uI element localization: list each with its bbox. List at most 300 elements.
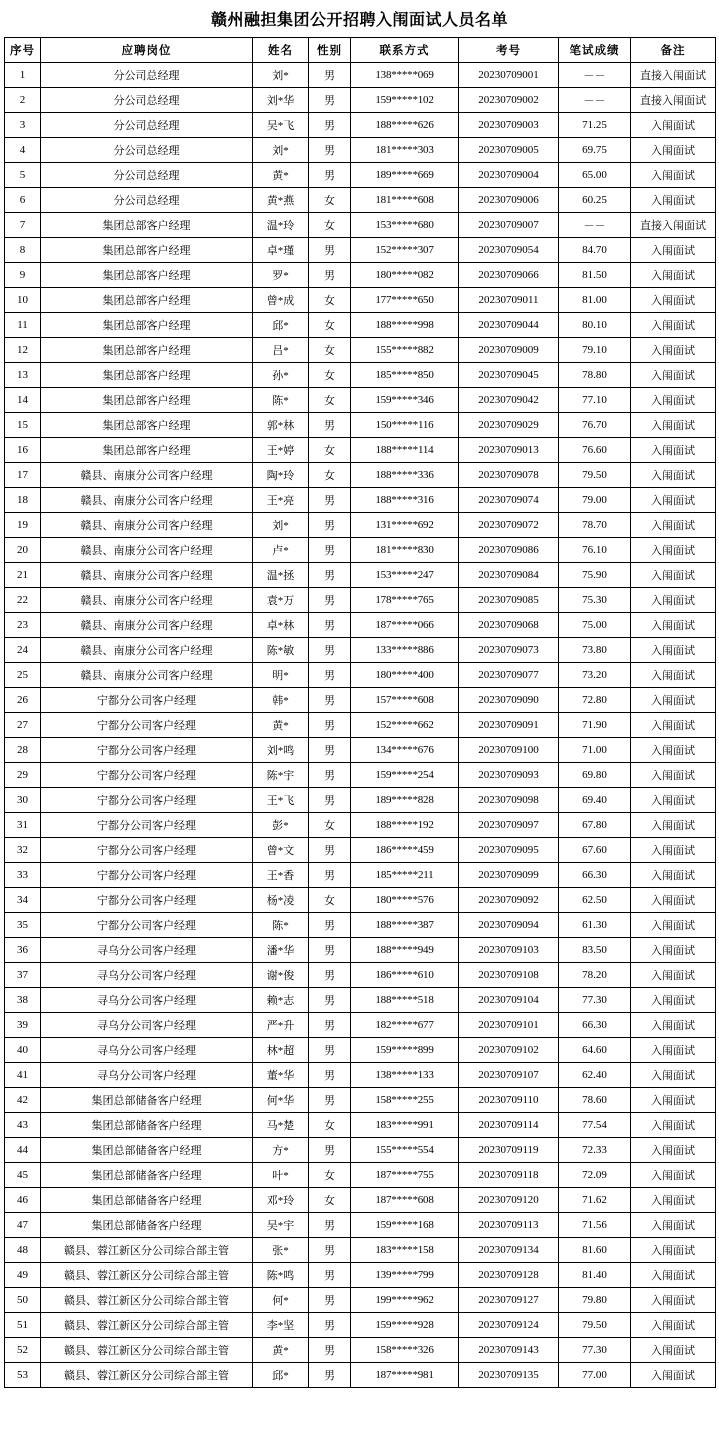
cell-exam-number: 20230709078 [459,463,559,488]
cell-gender: 男 [309,1063,351,1088]
cell-index: 40 [5,1038,41,1063]
cell-index: 5 [5,163,41,188]
cell-index: 7 [5,213,41,238]
cell-gender: 男 [309,838,351,863]
cell-exam-number: 20230709007 [459,213,559,238]
cell-written-score: 78.70 [559,513,631,538]
cell-index: 10 [5,288,41,313]
cell-remark: 入闱面试 [631,1238,716,1263]
cell-position: 集团总部储备客户经理 [41,1113,253,1138]
cell-index: 16 [5,438,41,463]
cell-written-score: 78.20 [559,963,631,988]
cell-gender: 男 [309,263,351,288]
table-row [5,1338,716,1363]
cell-gender: 男 [309,1013,351,1038]
cell-position: 分公司总经理 [41,113,253,138]
cell-phone: 180*****400 [351,663,459,688]
table-row [5,1288,716,1313]
cell-position: 分公司总经理 [41,163,253,188]
table-row [5,438,716,463]
cell-exam-number: 20230709114 [459,1113,559,1138]
cell-exam-number: 20230709077 [459,663,559,688]
table-row [5,913,716,938]
cell-phone: 188*****626 [351,113,459,138]
cell-written-score: 75.30 [559,588,631,613]
cell-remark: 入闱面试 [631,438,716,463]
cell-written-score: 73.20 [559,663,631,688]
cell-exam-number: 20230709004 [459,163,559,188]
cell-remark: 入闱面试 [631,788,716,813]
cell-phone: 152*****662 [351,713,459,738]
cell-exam-number: 20230709068 [459,613,559,638]
cell-written-score: 64.60 [559,1038,631,1063]
cell-remark: 入闱面试 [631,313,716,338]
cell-remark: 入闱面试 [631,1013,716,1038]
cell-exam-number: 20230709044 [459,313,559,338]
cell-index: 39 [5,1013,41,1038]
cell-index: 33 [5,863,41,888]
cell-index: 13 [5,363,41,388]
cell-gender: 男 [309,538,351,563]
table-row [5,1263,716,1288]
cell-phone: 189*****828 [351,788,459,813]
cell-exam-number: 20230709011 [459,288,559,313]
cell-remark: 入闱面试 [631,1113,716,1138]
table-row [5,538,716,563]
cell-index: 4 [5,138,41,163]
table-row [5,1063,716,1088]
cell-index: 31 [5,813,41,838]
cell-gender: 男 [309,638,351,663]
cell-remark: 入闱面试 [631,613,716,638]
cell-written-score: 71.90 [559,713,631,738]
cell-position: 赣县、南康分公司客户经理 [41,588,253,613]
cell-phone: 181*****608 [351,188,459,213]
cell-position: 宁都分公司客户经理 [41,813,253,838]
cell-index: 9 [5,263,41,288]
cell-name: 吴*飞 [253,113,309,138]
cell-remark: 入闱面试 [631,138,716,163]
cell-position: 宁都分公司客户经理 [41,838,253,863]
cell-written-score: 62.50 [559,888,631,913]
table-row [5,1163,716,1188]
cell-remark: 入闱面试 [631,663,716,688]
cell-exam-number: 20230709013 [459,438,559,463]
cell-name: 郭*林 [253,413,309,438]
cell-name: 孙* [253,363,309,388]
cell-index: 15 [5,413,41,438]
cell-name: 马*楚 [253,1113,309,1138]
cell-index: 25 [5,663,41,688]
cell-exam-number: 20230709124 [459,1313,559,1338]
cell-gender: 女 [309,438,351,463]
cell-remark: 入闱面试 [631,463,716,488]
cell-written-score: －－ [559,63,631,88]
cell-index: 52 [5,1338,41,1363]
cell-index: 27 [5,713,41,738]
cell-name: 彭* [253,813,309,838]
cell-phone: 159*****899 [351,1038,459,1063]
cell-gender: 女 [309,813,351,838]
cell-name: 明* [253,663,309,688]
cell-name: 谢*俊 [253,963,309,988]
table-row [5,263,716,288]
cell-exam-number: 20230709099 [459,863,559,888]
cell-exam-number: 20230709006 [459,188,559,213]
column-header-exam-number: 考号 [459,38,559,63]
table-row [5,288,716,313]
cell-remark: 入闱面试 [631,238,716,263]
column-header-written-score: 笔试成绩 [559,38,631,63]
cell-phone: 183*****158 [351,1238,459,1263]
cell-phone: 188*****114 [351,438,459,463]
table-row [5,863,716,888]
cell-gender: 女 [309,313,351,338]
cell-remark: 入闱面试 [631,1213,716,1238]
roster-table [4,37,716,1388]
cell-written-score: 77.30 [559,988,631,1013]
cell-gender: 男 [309,1138,351,1163]
cell-remark: 入闱面试 [631,1063,716,1088]
cell-position: 赣县、南康分公司客户经理 [41,613,253,638]
cell-gender: 男 [309,913,351,938]
cell-remark: 入闱面试 [631,488,716,513]
cell-phone: 188*****336 [351,463,459,488]
cell-index: 51 [5,1313,41,1338]
cell-exam-number: 20230709120 [459,1188,559,1213]
table-row [5,1363,716,1388]
cell-position: 赣县、南康分公司客户经理 [41,563,253,588]
cell-remark: 入闱面试 [631,188,716,213]
cell-index: 50 [5,1288,41,1313]
cell-remark: 入闱面试 [631,588,716,613]
cell-exam-number: 20230709119 [459,1138,559,1163]
cell-remark: 入闱面试 [631,713,716,738]
cell-remark: 入闱面试 [631,763,716,788]
cell-position: 宁都分公司客户经理 [41,688,253,713]
cell-index: 11 [5,313,41,338]
cell-position: 赣县、南康分公司客户经理 [41,538,253,563]
cell-name: 赖*志 [253,988,309,1013]
cell-exam-number: 20230709107 [459,1063,559,1088]
cell-written-score: 80.10 [559,313,631,338]
cell-gender: 男 [309,63,351,88]
cell-phone: 159*****168 [351,1213,459,1238]
cell-name: 刘* [253,513,309,538]
cell-phone: 138*****133 [351,1063,459,1088]
cell-position: 集团总部客户经理 [41,413,253,438]
cell-position: 集团总部储备客户经理 [41,1088,253,1113]
cell-written-score: 67.60 [559,838,631,863]
cell-exam-number: 20230709103 [459,938,559,963]
table-row [5,363,716,388]
cell-written-score: 72.09 [559,1163,631,1188]
cell-gender: 男 [309,563,351,588]
cell-gender: 男 [309,1038,351,1063]
column-header-position: 应聘岗位 [41,38,253,63]
cell-phone: 139*****799 [351,1263,459,1288]
cell-index: 28 [5,738,41,763]
cell-phone: 155*****882 [351,338,459,363]
cell-name: 韩* [253,688,309,713]
cell-name: 吕* [253,338,309,363]
cell-exam-number: 20230709108 [459,963,559,988]
cell-name: 王*香 [253,863,309,888]
cell-position: 宁都分公司客户经理 [41,738,253,763]
cell-name: 董*华 [253,1063,309,1088]
cell-remark: 入闱面试 [631,388,716,413]
cell-exam-number: 20230709091 [459,713,559,738]
cell-name: 林*超 [253,1038,309,1063]
cell-position: 集团总部客户经理 [41,338,253,363]
table-row [5,938,716,963]
cell-written-score: 71.25 [559,113,631,138]
cell-position: 赣县、蓉江新区分公司综合部主管 [41,1338,253,1363]
cell-index: 26 [5,688,41,713]
cell-position: 宁都分公司客户经理 [41,788,253,813]
cell-phone: 186*****610 [351,963,459,988]
table-row [5,63,716,88]
cell-gender: 男 [309,738,351,763]
cell-index: 35 [5,913,41,938]
cell-index: 42 [5,1088,41,1113]
cell-position: 宁都分公司客户经理 [41,888,253,913]
cell-gender: 女 [309,463,351,488]
table-row [5,1213,716,1238]
cell-index: 49 [5,1263,41,1288]
cell-name: 陈*鸣 [253,1263,309,1288]
cell-remark: 入闱面试 [631,1338,716,1363]
cell-remark: 入闱面试 [631,738,716,763]
cell-position: 寻乌分公司客户经理 [41,1038,253,1063]
cell-written-score: 61.30 [559,913,631,938]
cell-written-score: 65.00 [559,163,631,188]
cell-written-score: 76.70 [559,413,631,438]
cell-index: 44 [5,1138,41,1163]
cell-written-score: 84.70 [559,238,631,263]
cell-written-score: －－ [559,88,631,113]
cell-phone: 187*****755 [351,1163,459,1188]
cell-position: 分公司总经理 [41,88,253,113]
cell-index: 53 [5,1363,41,1388]
cell-written-score: 79.50 [559,463,631,488]
cell-position: 赣县、南康分公司客户经理 [41,513,253,538]
cell-exam-number: 20230709001 [459,63,559,88]
cell-index: 2 [5,88,41,113]
cell-position: 集团总部客户经理 [41,363,253,388]
cell-written-score: 72.33 [559,1138,631,1163]
cell-remark: 入闱面试 [631,1288,716,1313]
cell-index: 37 [5,963,41,988]
cell-remark: 入闱面试 [631,563,716,588]
cell-position: 赣县、蓉江新区分公司综合部主管 [41,1288,253,1313]
cell-remark: 入闱面试 [631,863,716,888]
cell-phone: 187*****608 [351,1188,459,1213]
cell-gender: 男 [309,938,351,963]
cell-index: 22 [5,588,41,613]
cell-gender: 男 [309,88,351,113]
cell-phone: 187*****981 [351,1363,459,1388]
cell-remark: 入闱面试 [631,988,716,1013]
table-row [5,838,716,863]
cell-gender: 男 [309,1313,351,1338]
cell-phone: 181*****303 [351,138,459,163]
table-row [5,513,716,538]
cell-name: 吴*宇 [253,1213,309,1238]
cell-index: 19 [5,513,41,538]
table-body [5,63,716,1388]
cell-exam-number: 20230709104 [459,988,559,1013]
cell-exam-number: 20230709003 [459,113,559,138]
cell-exam-number: 20230709095 [459,838,559,863]
cell-phone: 187*****066 [351,613,459,638]
table-row [5,338,716,363]
table-row [5,813,716,838]
cell-remark: 入闱面试 [631,338,716,363]
cell-written-score: 73.80 [559,638,631,663]
cell-index: 14 [5,388,41,413]
cell-phone: 188*****949 [351,938,459,963]
cell-name: 陈*敏 [253,638,309,663]
cell-phone: 158*****326 [351,1338,459,1363]
cell-position: 赣县、蓉江新区分公司综合部主管 [41,1238,253,1263]
cell-written-score: 78.80 [559,363,631,388]
cell-remark: 入闱面试 [631,113,716,138]
cell-gender: 男 [309,238,351,263]
cell-gender: 男 [309,863,351,888]
cell-index: 20 [5,538,41,563]
cell-gender: 男 [309,588,351,613]
cell-phone: 159*****254 [351,763,459,788]
cell-index: 41 [5,1063,41,1088]
cell-exam-number: 20230709135 [459,1363,559,1388]
cell-written-score: 79.00 [559,488,631,513]
cell-remark: 入闱面试 [631,1188,716,1213]
cell-position: 寻乌分公司客户经理 [41,1063,253,1088]
cell-remark: 入闱面试 [631,1088,716,1113]
cell-phone: 177*****650 [351,288,459,313]
cell-gender: 男 [309,688,351,713]
cell-exam-number: 20230709042 [459,388,559,413]
cell-position: 集团总部客户经理 [41,238,253,263]
table-row [5,1238,716,1263]
cell-remark: 入闱面试 [631,638,716,663]
cell-position: 赣县、南康分公司客户经理 [41,488,253,513]
cell-gender: 女 [309,1188,351,1213]
cell-position: 集团总部客户经理 [41,213,253,238]
cell-gender: 男 [309,488,351,513]
cell-name: 曾*文 [253,838,309,863]
cell-phone: 178*****765 [351,588,459,613]
cell-position: 寻乌分公司客户经理 [41,988,253,1013]
table-row [5,738,716,763]
cell-exam-number: 20230709074 [459,488,559,513]
cell-name: 李*坚 [253,1313,309,1338]
cell-position: 赣县、南康分公司客户经理 [41,638,253,663]
cell-position: 集团总部客户经理 [41,288,253,313]
cell-written-score: 77.54 [559,1113,631,1138]
cell-written-score: 76.60 [559,438,631,463]
table-row [5,138,716,163]
table-row [5,588,716,613]
cell-phone: 159*****102 [351,88,459,113]
cell-exam-number: 20230709118 [459,1163,559,1188]
cell-name: 潘*华 [253,938,309,963]
cell-phone: 180*****576 [351,888,459,913]
cell-exam-number: 20230709066 [459,263,559,288]
table-row [5,1013,716,1038]
cell-exam-number: 20230709102 [459,1038,559,1063]
cell-name: 邱* [253,313,309,338]
cell-written-score: 77.10 [559,388,631,413]
cell-name: 王*飞 [253,788,309,813]
cell-position: 寻乌分公司客户经理 [41,963,253,988]
table-row [5,313,716,338]
table-row [5,1313,716,1338]
table-row [5,988,716,1013]
cell-gender: 男 [309,1238,351,1263]
cell-position: 寻乌分公司客户经理 [41,1013,253,1038]
table-row [5,413,716,438]
cell-gender: 男 [309,988,351,1013]
cell-exam-number: 20230709072 [459,513,559,538]
cell-gender: 男 [309,1363,351,1388]
cell-written-score: 69.40 [559,788,631,813]
table-row [5,638,716,663]
table-row [5,113,716,138]
cell-written-score: 83.50 [559,938,631,963]
cell-name: 陈*宇 [253,763,309,788]
cell-name: 刘*鸣 [253,738,309,763]
cell-name: 何*华 [253,1088,309,1113]
cell-index: 23 [5,613,41,638]
cell-name: 黄* [253,163,309,188]
cell-exam-number: 20230709143 [459,1338,559,1363]
cell-name: 黄* [253,713,309,738]
cell-gender: 女 [309,363,351,388]
cell-name: 方* [253,1138,309,1163]
cell-name: 卓*瑾 [253,238,309,263]
cell-written-score: 75.00 [559,613,631,638]
cell-gender: 男 [309,713,351,738]
cell-gender: 男 [309,1213,351,1238]
cell-phone: 134*****676 [351,738,459,763]
table-row [5,238,716,263]
column-header-name: 姓名 [253,38,309,63]
cell-position: 宁都分公司客户经理 [41,713,253,738]
cell-position: 赣县、南康分公司客户经理 [41,463,253,488]
cell-remark: 入闱面试 [631,288,716,313]
cell-exam-number: 20230709084 [459,563,559,588]
cell-index: 47 [5,1213,41,1238]
cell-phone: 188*****387 [351,913,459,938]
cell-written-score: 81.50 [559,263,631,288]
cell-written-score: 77.30 [559,1338,631,1363]
column-header-gender: 性别 [309,38,351,63]
cell-index: 3 [5,113,41,138]
cell-position: 分公司总经理 [41,138,253,163]
cell-written-score: 79.10 [559,338,631,363]
cell-exam-number: 20230709097 [459,813,559,838]
cell-position: 集团总部客户经理 [41,388,253,413]
cell-remark: 入闱面试 [631,963,716,988]
cell-name: 陈* [253,388,309,413]
cell-written-score: 71.56 [559,1213,631,1238]
cell-remark: 入闱面试 [631,1263,716,1288]
cell-exam-number: 20230709009 [459,338,559,363]
cell-exam-number: 20230709054 [459,238,559,263]
cell-phone: 188*****998 [351,313,459,338]
